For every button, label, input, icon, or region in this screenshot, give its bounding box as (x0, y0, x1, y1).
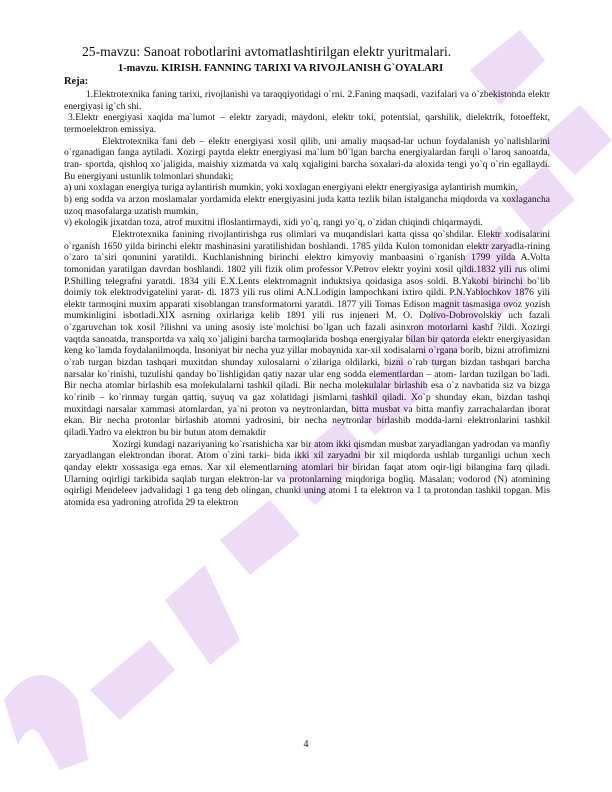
list-item-b: b) eng sodda va arzon moslamalar yordamida elektr energiyasini juda katta tezlik bilan istalgancha miqdorda va xoxlagancha uzoq masofalarga uzatish mumkin, (64, 193, 550, 217)
main-title: 25-mavzu: Sanoat robotlarini avtomatlashtirilgan elektr yuritmalari. (82, 44, 452, 59)
paragraph-atom-theory: Xozirgi kundagi nazariyaning ko`rsatishicha xar bir atom ikki qismdan musbat zaryadlangan yadrodan va manfiy zaryadlangan elektrondan iborat. Atom o`zini tarki- bida ikki xil zaryadni bir xil miqdorda ushlab turganligi uchun xech qanday elektr xossasiga ega emas. Xar xil elementlarning atomlari bir biridan faqat atom oqir-ligi bilangina farq qiladi. Ularning oqirligi tarkibida saqlab turgan elektron-lar va protonlarning miqdoriga bogliq. Masalan; vodorod (N) atomining oqirligi Mendeleev jadvalidagi 1 ga teng deb olingan, chunki uning atomi 1 ta elektron va 1 ta protondan tashkil topgan. Mis atomida esa yadroning atrofida 29 ta elektron (64, 438, 550, 508)
paragraph-history: Elektrotexnika fanining rivojlantirishga rus olimlari va muqandislari katta qissa qo`shdilar. Elektr xodisalarini o`rganish 1650 yilda birinchi elektr mashinasini yaratilishidan boshlandi. 1785 yilda Kulon tomonidan elektr zaryadla-rining o`zaro ta`siri qonunini yaratildi. Kuchlanishning birinchi elektro kimyoviy manbaasini o`rganish 1799 yilda A.Volta tomonidan yaratilgan davrdan boshlandi. 1802 yili fizik olim professor V.Petrov elektr yoyini xosil qildi.1832 yili rus olimi P.Shilling telegrafni yaratdi. 1834 yili E.X.Lents elektromagnit induktsiya qoidasiga asos soldi. B.Yakobi birinchi bo`lib doimiy tok elektrodvigatelini yarat- di. 1873 yili rus olimi A.N.Lodigin lampochkani ixtiro qildi. P.N.Yablochkov 1876 yili elektr tarmoqini muxim apparati xisoblangan transformatorni yaratdi. 1877 yili Tomas Edison magnit tasmasiga ovoz yozish mumkinligini isbotladi.XIX asrning oxirlariga kelib 1891 yili rus injeneri M. O. Dolivo-Dobrovolskiy uch fazali o`zgaruvchan tok xosil ?ilishni va uning asosiy iste`molchisi bo`lgan uch fazali asinxron motorlarni kashf ?ildi. Xozirgi vaqtda sanoatda, transportda va xalq xo`jaligini barcha tarmoqlarida boshqa energiyalar bilan bir qatorda elektr energiyasidan keng ko`lamda foydalanilmoqda. Insoniyat bir necha yuz yillar mobaynida xar-xil xodisalarni o`rgana borib, bizni atrofimizni o`rab turgan bizdan tashqari muxitdan shunday xulosalarni o`zilariga oldilarki, bizni o`rab turgan bizdan tashqari barcha narsalar ko`rinishi, tuzulishi qanday bo`lishligidan qatiy nazar ular eng sodda elementlardan – atom- lardan tuzilgan bo`ladi. Bir necha atomlar birlashib esa molekulalarni tashkil qiladi. Bir necha molekulalar birlashib esa o`z navbatida siz va bizga ko`rinib – ko`rinmay turgan qattiq, suyuq va gaz xolatidagi jismlarni tashkil qiladi. Xo`p shunday ekan, bizdan tashqi muxitdagi narsalar xammasi atomlardan, ya`ni proton va neytronlardan, bitta musbat va bitta manfiy zarrachalardan iborat ekan. Bir necha protonlar birlashib atomni yadrosini, bir necha neytronlar birlashib modda-larni elektronlarini tashkil qiladi.Yadro va elektron bu bir butun atom demakdir (64, 228, 550, 439)
plan-item-3: 3.Elektr energiyasi xaqida ma`lumot – elektr zaryadi, maydoni, elektr toki, potentsial, qarshilik, dielektrik, fotoeffekt, termoelektron emissiya. (64, 112, 550, 135)
list-item-v: v) ekologik jixatdan toza, atrof muxitni ifloslantirmaydi, xidi yo`q, rangi yo`q, o`zidan chiqindi chiqarmaydi. (64, 217, 483, 229)
section-title: 1-mavzu. KIRISH. FANNING TARIXI VA RIVOJLANISH G`OYALARI (118, 63, 444, 74)
plan-heading: Reja: (64, 76, 89, 87)
page-number: 4 (303, 739, 309, 750)
paragraph-definition: Elektrotexnika fani deb – elektr energiyasi xosil qilib, uni amaliy maqsad-lar uchun foydalanish yo`nalishlarini o`rganadigan fanga aytiladi. Xozirgi paytda elektr energiyasi ma`lum b0`lgan barcha energiyalardan farqli o`laroq sanoatda, tran- sportda, qishloq xo`jaligida, maishiy xizmatda va xalq xqjaligini barcha soxalari-da aloxida tengi yo`q o`rin egallaydi. Bu energiyani ustunlik tolmonlari shundaki; (64, 135, 550, 182)
body-text (64, 89, 550, 509)
list-item-a: a) uni xoxlagan energiya turiga aylantirish mumkin, yoki xoxlagan energiyani elektr energiyasiga aylantirish mumkin, (64, 182, 518, 194)
plan-item-1-2: 1.Elektrotexnika faning tarixi, rivojlanishi va taraqqiyotidagi o`rni. 2.Faning maqsadi, vazifalari va o`zbekistonda elektr energiyasi ig`ch shi. (64, 89, 550, 112)
